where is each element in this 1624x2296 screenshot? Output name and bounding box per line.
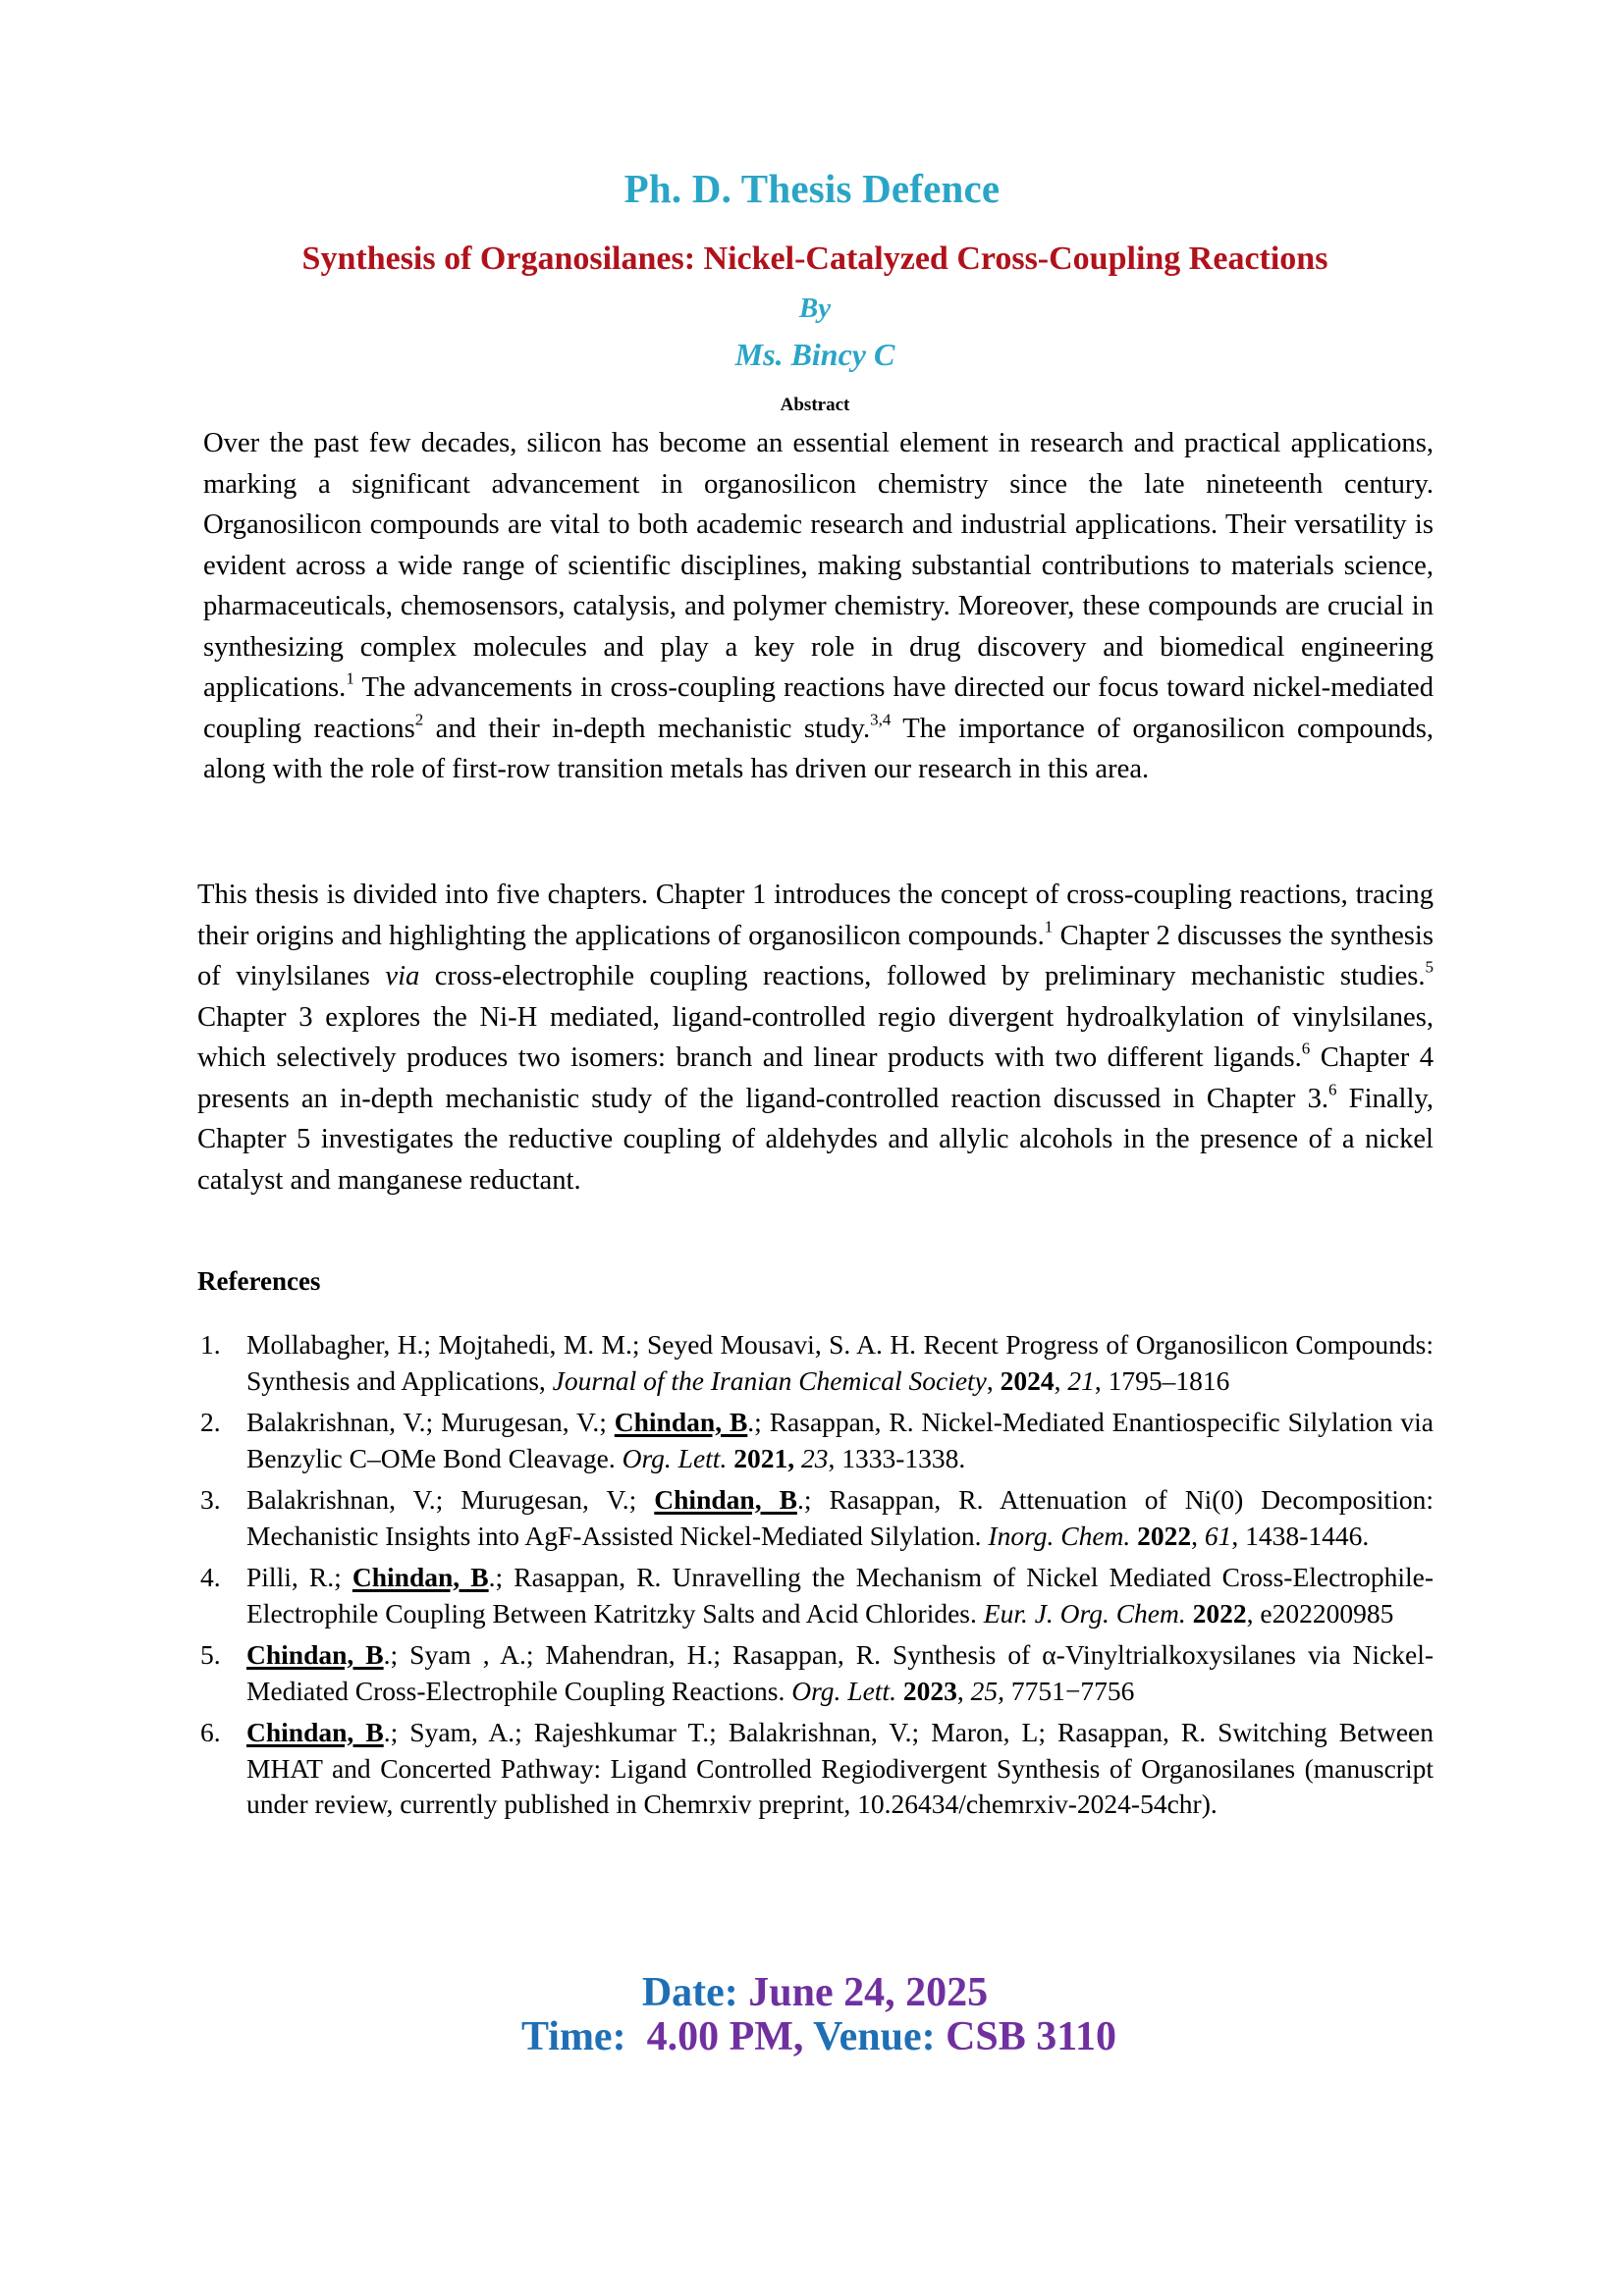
thesis-title: Synthesis of Organosilanes: Nickel-Catalyzed Cross-Coupling Reactions (301, 240, 1328, 277)
separator (794, 1443, 801, 1473)
author-highlight: Chindan, B (654, 1484, 797, 1515)
citation: 2 (414, 709, 424, 728)
reference-item (197, 1715, 1434, 1823)
reference-journal: Org. Lett. (791, 1675, 896, 1706)
reference-item (197, 1560, 1434, 1631)
reference-item (197, 1405, 1434, 1476)
citation: 5 (1425, 957, 1434, 977)
reference-volume: 25, (970, 1675, 1004, 1706)
reference-title: .; Rasappan, R. Nickel-Mediated Enantiospecific Silylation via Benzylic C–OMe Bond Cleavage. (246, 1407, 1434, 1473)
italic-text: via (385, 961, 420, 991)
abstract-paragraph-1 (203, 423, 1434, 790)
abstract-paragraph-2 (197, 875, 1434, 1201)
reference-year: 2022 (1192, 1597, 1247, 1629)
author-highlight: Chindan, B (246, 1717, 384, 1747)
reference-journal: Eur. J. Org. Chem. (983, 1597, 1186, 1629)
reference-journal: Org. Lett. (622, 1442, 728, 1473)
reference-number: 1. (200, 1329, 221, 1360)
reference-volume: 61 (1204, 1520, 1232, 1551)
venue-value: CSB 3110 (946, 2014, 1116, 2059)
reference-authors: Pilli, R.; (246, 1562, 352, 1592)
reference-number: 2. (200, 1407, 221, 1437)
reference-pages: 7751−7756 (1003, 1675, 1135, 1706)
text: cross-electrophile coupling reactions, followed by preliminary mechanistic studies. (419, 961, 1426, 991)
references-heading: References (197, 1266, 321, 1296)
reference-volume: 23 (800, 1442, 829, 1473)
separator: , (1054, 1364, 1068, 1396)
author-highlight: Chindan, B (614, 1407, 748, 1437)
separator: , (986, 1364, 1001, 1396)
reference-item (197, 1637, 1434, 1709)
reference-pages: , 1438-1446. (1231, 1520, 1370, 1551)
reference-item (197, 1327, 1434, 1399)
citation: 6 (1301, 1039, 1311, 1058)
separator (896, 1676, 903, 1706)
reference-year: 2023 (902, 1675, 957, 1706)
reference-item (197, 1482, 1434, 1554)
reference-number: 3. (200, 1484, 221, 1515)
reference-pages: , e202200985 (1246, 1597, 1394, 1629)
reference-pages: , 1795–1816 (1094, 1364, 1230, 1396)
reference-number: 6. (200, 1717, 221, 1747)
author-highlight: Chindan, B (246, 1639, 384, 1670)
reference-number: 4. (200, 1562, 221, 1592)
abstract-heading: Abstract (780, 395, 850, 415)
text: This thesis is divided into five chapters. Chapter 1 introduces the concept of cross-coupling reactions, tracing their origins and highlighting the applications of organosilicon compounds. (197, 880, 1434, 951)
reference-journal: Journal of the Iranian Chemical Society (552, 1364, 987, 1396)
citation: 3,4 (870, 709, 892, 728)
text: The advancements in cross-coupling reactions have directed our focus toward nickel-mediated coupling reactions (203, 672, 1434, 744)
references-list (197, 1327, 1434, 1829)
separator: , (1191, 1520, 1205, 1551)
reference-number: 5. (200, 1639, 221, 1670)
text: The importance of organosilicon compounds, along with the role of first-row transition metals has driven our research in this area. (203, 713, 1435, 784)
reference-title: .; Rasappan, R. Attenuation of Ni(0) Decomposition: Mechanistic Insights into AgF-Assisted Nickel-Mediated Silylation. (246, 1484, 1434, 1551)
separator: , (956, 1675, 971, 1706)
text: Over the past few decades, silicon has become an essential element in research and practical applications, marking a significant advancement in organosilicon chemistry since the late nineteenth century. Organosilicon compounds are vital to both academic research and industrial applications. Their versatility is evident across a wide range of scientific disciplines, making substantial contributions to materials science, pharmaceuticals, chemosensors, catalysis, and polymer chemistry. Moreover, these compounds are crucial in synthesizing complex molecules and play a key role in drug discovery and biomedical engineering applications. (203, 428, 1434, 703)
citation: 1 (346, 668, 354, 688)
reference-year: 2021, (733, 1442, 795, 1473)
reference-title: .; Syam, A.; Rajeshkumar T.; Balakrishnan, V.; Maron, L; Rasappan, R. Switching Between MHAT and Concerted Pathway: Ligand Controlled Regiodivergent Synthesis of Organosilanes (manuscript under review, currently published in Chemrxiv preprint, 10.26434/chemrxiv-2024-54chr). (246, 1717, 1434, 1819)
page-title: Ph. D. Thesis Defence (623, 166, 1001, 211)
reference-year: 2022 (1137, 1520, 1192, 1551)
by-line: By (798, 293, 832, 324)
reference-title: .; Rasappan, R. Unravelling the Mechanism of Nickel Mediated Cross-Electrophile- Electrophile Coupling Between Katritzky Salts and Acid Chlorides. (246, 1562, 1434, 1629)
text: Chapter 2 discusses the synthesis of vinylsilanes (197, 920, 1434, 991)
reference-authors: Balakrishnan, V.; Murugesan, V.; (246, 1484, 655, 1515)
text: Chapter 4 presents an in-depth mechanistic study of the ligand-controlled reaction discussed in Chapter 3. (197, 1042, 1434, 1114)
author-highlight: Chindan, B (352, 1562, 489, 1592)
event-date (0, 1969, 1624, 2016)
reference-authors: Balakrishnan, V.; Murugesan, V.; (246, 1407, 615, 1437)
reference-title: .; Syam , A.; Mahendran, H.; Rasappan, R. Synthesis of α-Vinyltrialkoxysilanes via Nickel-Mediated Cross-Electrophile Coupling Reactions. (246, 1639, 1434, 1706)
time-label: Time: (521, 2014, 647, 2059)
reference-journal: Inorg. Chem. (988, 1520, 1131, 1551)
text: and their in-depth mechanistic study. (423, 713, 871, 744)
text: Finally, Chapter 5 investigates the reductive coupling of aldehydes and allylic alcohols in the presence of a nickel catalyst and manganese reductant. (197, 1083, 1434, 1196)
author-name: Ms. Bincy C (734, 337, 895, 372)
event-time-venue (0, 2013, 1624, 2060)
venue-label: Venue: (813, 2014, 947, 2059)
reference-authors-title: Mollabagher, H.; Mojtahedi, M. M.; Seyed Mousavi, S. A. H. Recent Progress of Organosilicon Compounds: Synthesis and Applications, (246, 1329, 1434, 1396)
text: Chapter 3 explores the Ni-H mediated, ligand-controlled regio divergent hydroalkylation of vinylsilanes, which selectively produces two isomers: branch and linear products with two different ligands. (197, 1001, 1434, 1073)
citation: 1 (1044, 916, 1054, 935)
separator (1186, 1598, 1193, 1629)
reference-pages: , 1333-1338. (828, 1442, 966, 1473)
citation: 6 (1328, 1079, 1337, 1098)
date-value: June 24, 2025 (748, 1970, 989, 2015)
time-value: 4.00 PM, (646, 2014, 814, 2059)
date-label: Date: (641, 1970, 749, 2015)
reference-volume: 21 (1067, 1364, 1095, 1396)
reference-year: 2024 (1000, 1364, 1055, 1396)
